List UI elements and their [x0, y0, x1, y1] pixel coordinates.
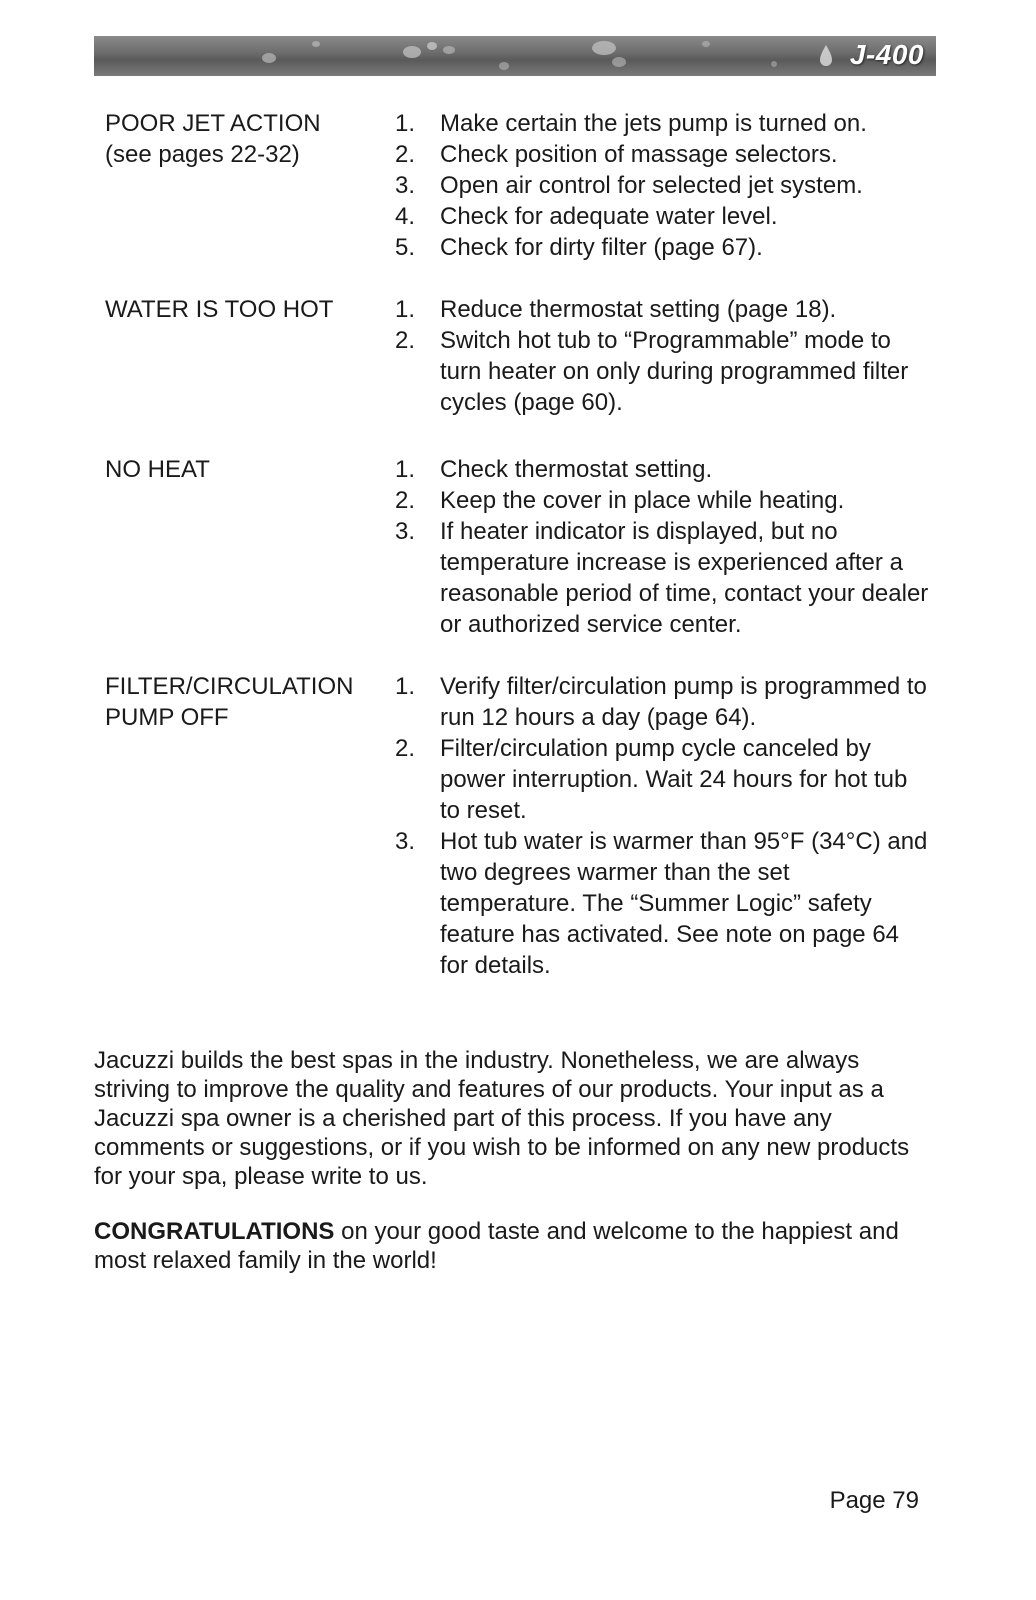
- solution-number: 2.: [395, 327, 416, 354]
- solution-number: 1.: [395, 296, 416, 323]
- header-banner: [94, 36, 936, 76]
- solution-text: Verify filter/circulation pump is programmed to run 12 hours a day (page 64).: [440, 673, 927, 731]
- solution-list: [395, 671, 935, 981]
- solution-item: [395, 232, 935, 263]
- problem-label: WATER IS TOO HOT: [105, 296, 334, 323]
- solution-item: [395, 325, 935, 418]
- solution-text: Hot tub water is warmer than 95°F (34°C) and two degrees warmer than the set temperature. The “Summer Logic” safety feature has activated. See note on page 64 for details.: [440, 828, 928, 979]
- problem-label: FILTER/CIRCULATION PUMP OFF: [105, 673, 354, 731]
- solution-item: [395, 516, 935, 640]
- solution-item: [395, 108, 935, 139]
- solution-number: 2.: [395, 735, 416, 762]
- solution-text: Check position of massage selectors.: [440, 141, 838, 168]
- solution-text: Make certain the jets pump is turned on.: [440, 110, 867, 137]
- troubleshooting-row: [105, 454, 935, 640]
- solution-number: 3.: [395, 518, 416, 545]
- solution-text: If heater indicator is displayed, but no temperature increase is experienced after a reasonable period of time, contact your dealer or authorized service center.: [440, 518, 929, 638]
- solution-number: 3.: [395, 172, 416, 199]
- page-number: Page 79: [829, 1487, 919, 1514]
- solution-text: Filter/circulation pump cycle canceled by power interruption. Wait 24 hours for hot tub to reset.: [440, 735, 908, 824]
- troubleshooting-table: [105, 108, 935, 1012]
- solution-number: 2.: [395, 141, 416, 168]
- congrats-paragraph: [94, 1217, 936, 1275]
- solution-item: [395, 294, 935, 325]
- solution-item: [395, 671, 935, 733]
- solution-item: [395, 201, 935, 232]
- solution-text: Check for adequate water level.: [440, 203, 778, 230]
- solution-number: 1.: [395, 673, 416, 700]
- model-name: J-400: [849, 39, 924, 70]
- solution-number: 3.: [395, 828, 416, 855]
- solution-text: Keep the cover in place while heating.: [440, 487, 845, 514]
- intro-paragraph: Jacuzzi builds the best spas in the industry. Nonetheless, we are always striving to improve the quality and features of our products. Your input as a Jacuzzi spa owner is a cherished part of this process. If you have any comments or suggestions, or if you wish to be informed on any new products for your spa, please write to us.: [94, 1047, 910, 1190]
- congrats-bold: CONGRATULATIONS: [94, 1218, 335, 1245]
- solution-list: [395, 294, 935, 418]
- solution-item: [395, 139, 935, 170]
- solution-item: [395, 485, 935, 516]
- solution-number: 1.: [395, 110, 416, 137]
- troubleshooting-row: [105, 671, 935, 981]
- water-droplets-decoration: [94, 36, 936, 76]
- solution-number: 1.: [395, 456, 416, 483]
- solution-text: Check for dirty filter (page 67).: [440, 234, 763, 261]
- troubleshooting-row: [105, 108, 935, 263]
- solution-item: [395, 826, 935, 981]
- problem-label: NO HEAT: [105, 456, 210, 483]
- solution-text: Reduce thermostat setting (page 18).: [440, 296, 837, 323]
- solution-item: [395, 454, 935, 485]
- solution-list: [395, 454, 935, 640]
- water-drop-icon: [818, 44, 834, 68]
- solution-text: Switch hot tub to “Programmable” mode to turn heater on only during programmed filter cycles (page 60).: [440, 327, 909, 416]
- solution-number: 5.: [395, 234, 416, 261]
- solution-item: [395, 170, 935, 201]
- solution-list: [395, 108, 935, 263]
- solution-number: 2.: [395, 487, 416, 514]
- solution-text: Check thermostat setting.: [440, 456, 713, 483]
- solution-item: [395, 733, 935, 826]
- problem-label: POOR JET ACTION (see pages 22-32): [105, 110, 321, 168]
- troubleshooting-row: [105, 294, 935, 418]
- solution-number: 4.: [395, 203, 416, 230]
- congrats-text: on your good taste and welcome to the happiest and most relaxed family in the world!: [94, 1218, 899, 1274]
- solution-text: Open air control for selected jet system.: [440, 172, 863, 199]
